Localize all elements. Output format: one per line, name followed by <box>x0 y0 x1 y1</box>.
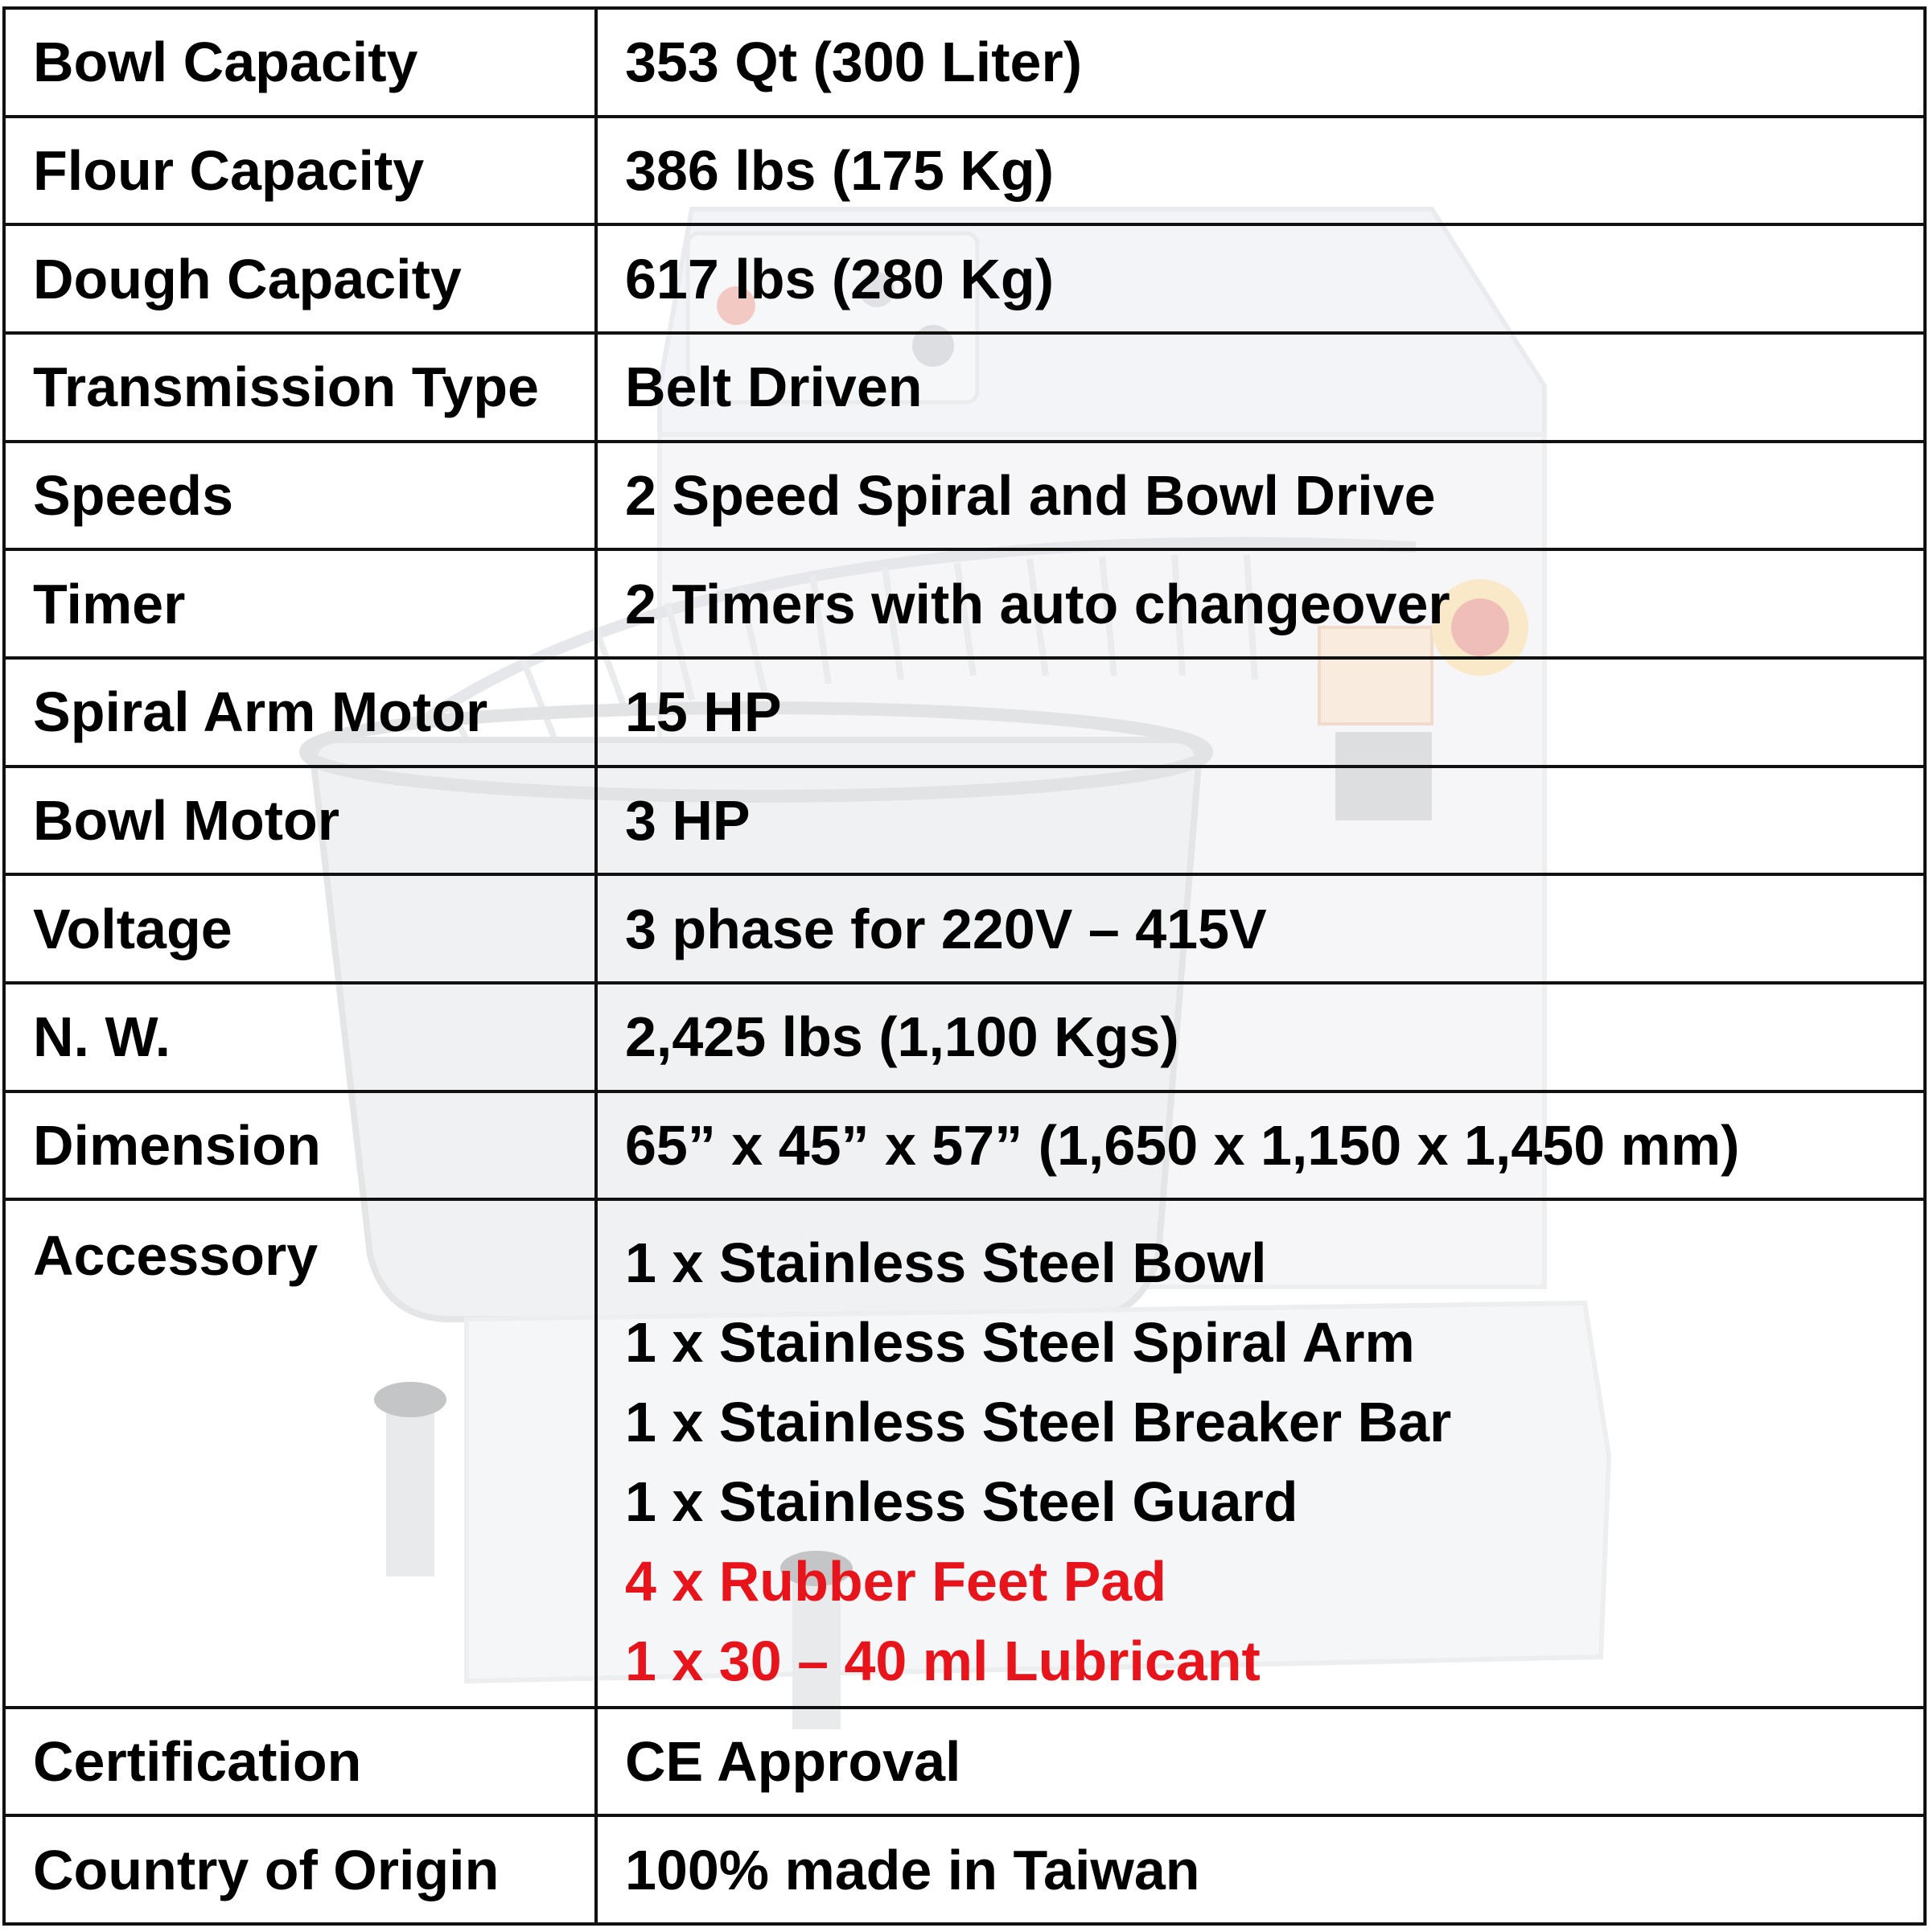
spec-row <box>4 874 1925 983</box>
spec-row <box>4 8 1925 117</box>
spec-row <box>4 658 1925 767</box>
spec-label: Spiral Arm Motor <box>4 658 596 767</box>
accessory-label: Accessory <box>4 1199 596 1707</box>
spec-value: 3 phase for 220V – 415V <box>596 874 1925 983</box>
spec-value: 2,425 lbs (1,100 Kgs) <box>596 983 1925 1091</box>
spec-row <box>4 1708 1925 1816</box>
spec-row <box>4 224 1925 333</box>
spec-label: Dimension <box>4 1091 596 1200</box>
spec-label: Bowl Capacity <box>4 8 596 117</box>
spec-label: Voltage <box>4 874 596 983</box>
spec-row <box>4 767 1925 875</box>
spec-value: CE Approval <box>596 1708 1925 1816</box>
spec-value: 15 HP <box>596 658 1925 767</box>
spec-row <box>4 983 1925 1091</box>
spec-value: 617 lbs (280 Kg) <box>596 224 1925 333</box>
spec-label: N. W. <box>4 983 596 1091</box>
spec-value: Belt Driven <box>596 333 1925 442</box>
spec-value: 2 Speed Spiral and Bowl Drive <box>596 442 1925 550</box>
spec-value: 353 Qt (300 Liter) <box>596 8 1925 117</box>
spec-label: Transmission Type <box>4 333 596 442</box>
spec-label: Country of Origin <box>4 1815 596 1924</box>
accessory-item: 1 x Stainless Steel Guard <box>625 1470 1298 1534</box>
spec-row <box>4 442 1925 550</box>
accessory-item: 1 x Stainless Steel Spiral Arm <box>625 1311 1415 1375</box>
spec-value: 3 HP <box>596 767 1925 875</box>
spec-label: Dough Capacity <box>4 224 596 333</box>
spec-label: Speeds <box>4 442 596 550</box>
spec-label: Timer <box>4 549 596 658</box>
spec-table <box>2 6 1927 1926</box>
spec-row <box>4 1091 1925 1200</box>
accessory-item-highlight: 4 x Rubber Feet Pad <box>625 1550 1166 1613</box>
spec-label: Bowl Motor <box>4 767 596 875</box>
accessory-list <box>596 1199 1925 1707</box>
spec-value: 386 lbs (175 Kg) <box>596 117 1925 225</box>
spec-row <box>4 333 1925 442</box>
spec-row <box>4 117 1925 225</box>
spec-value: 2 Timers with auto changeover <box>596 549 1925 658</box>
spec-label: Flour Capacity <box>4 117 596 225</box>
accessory-item-highlight: 1 x 30 – 40 ml Lubricant <box>625 1630 1261 1693</box>
accessory-item: 1 x Stainless Steel Breaker Bar <box>625 1391 1452 1454</box>
accessory-row <box>4 1199 1925 1707</box>
spec-value: 100% made in Taiwan <box>596 1815 1925 1924</box>
spec-value: 65” x 45” x 57” (1,650 x 1,150 x 1,450 mm) <box>596 1091 1925 1200</box>
accessory-item: 1 x Stainless Steel Bowl <box>625 1231 1267 1295</box>
spec-label: Certification <box>4 1708 596 1816</box>
spec-row <box>4 549 1925 658</box>
spec-row <box>4 1815 1925 1924</box>
